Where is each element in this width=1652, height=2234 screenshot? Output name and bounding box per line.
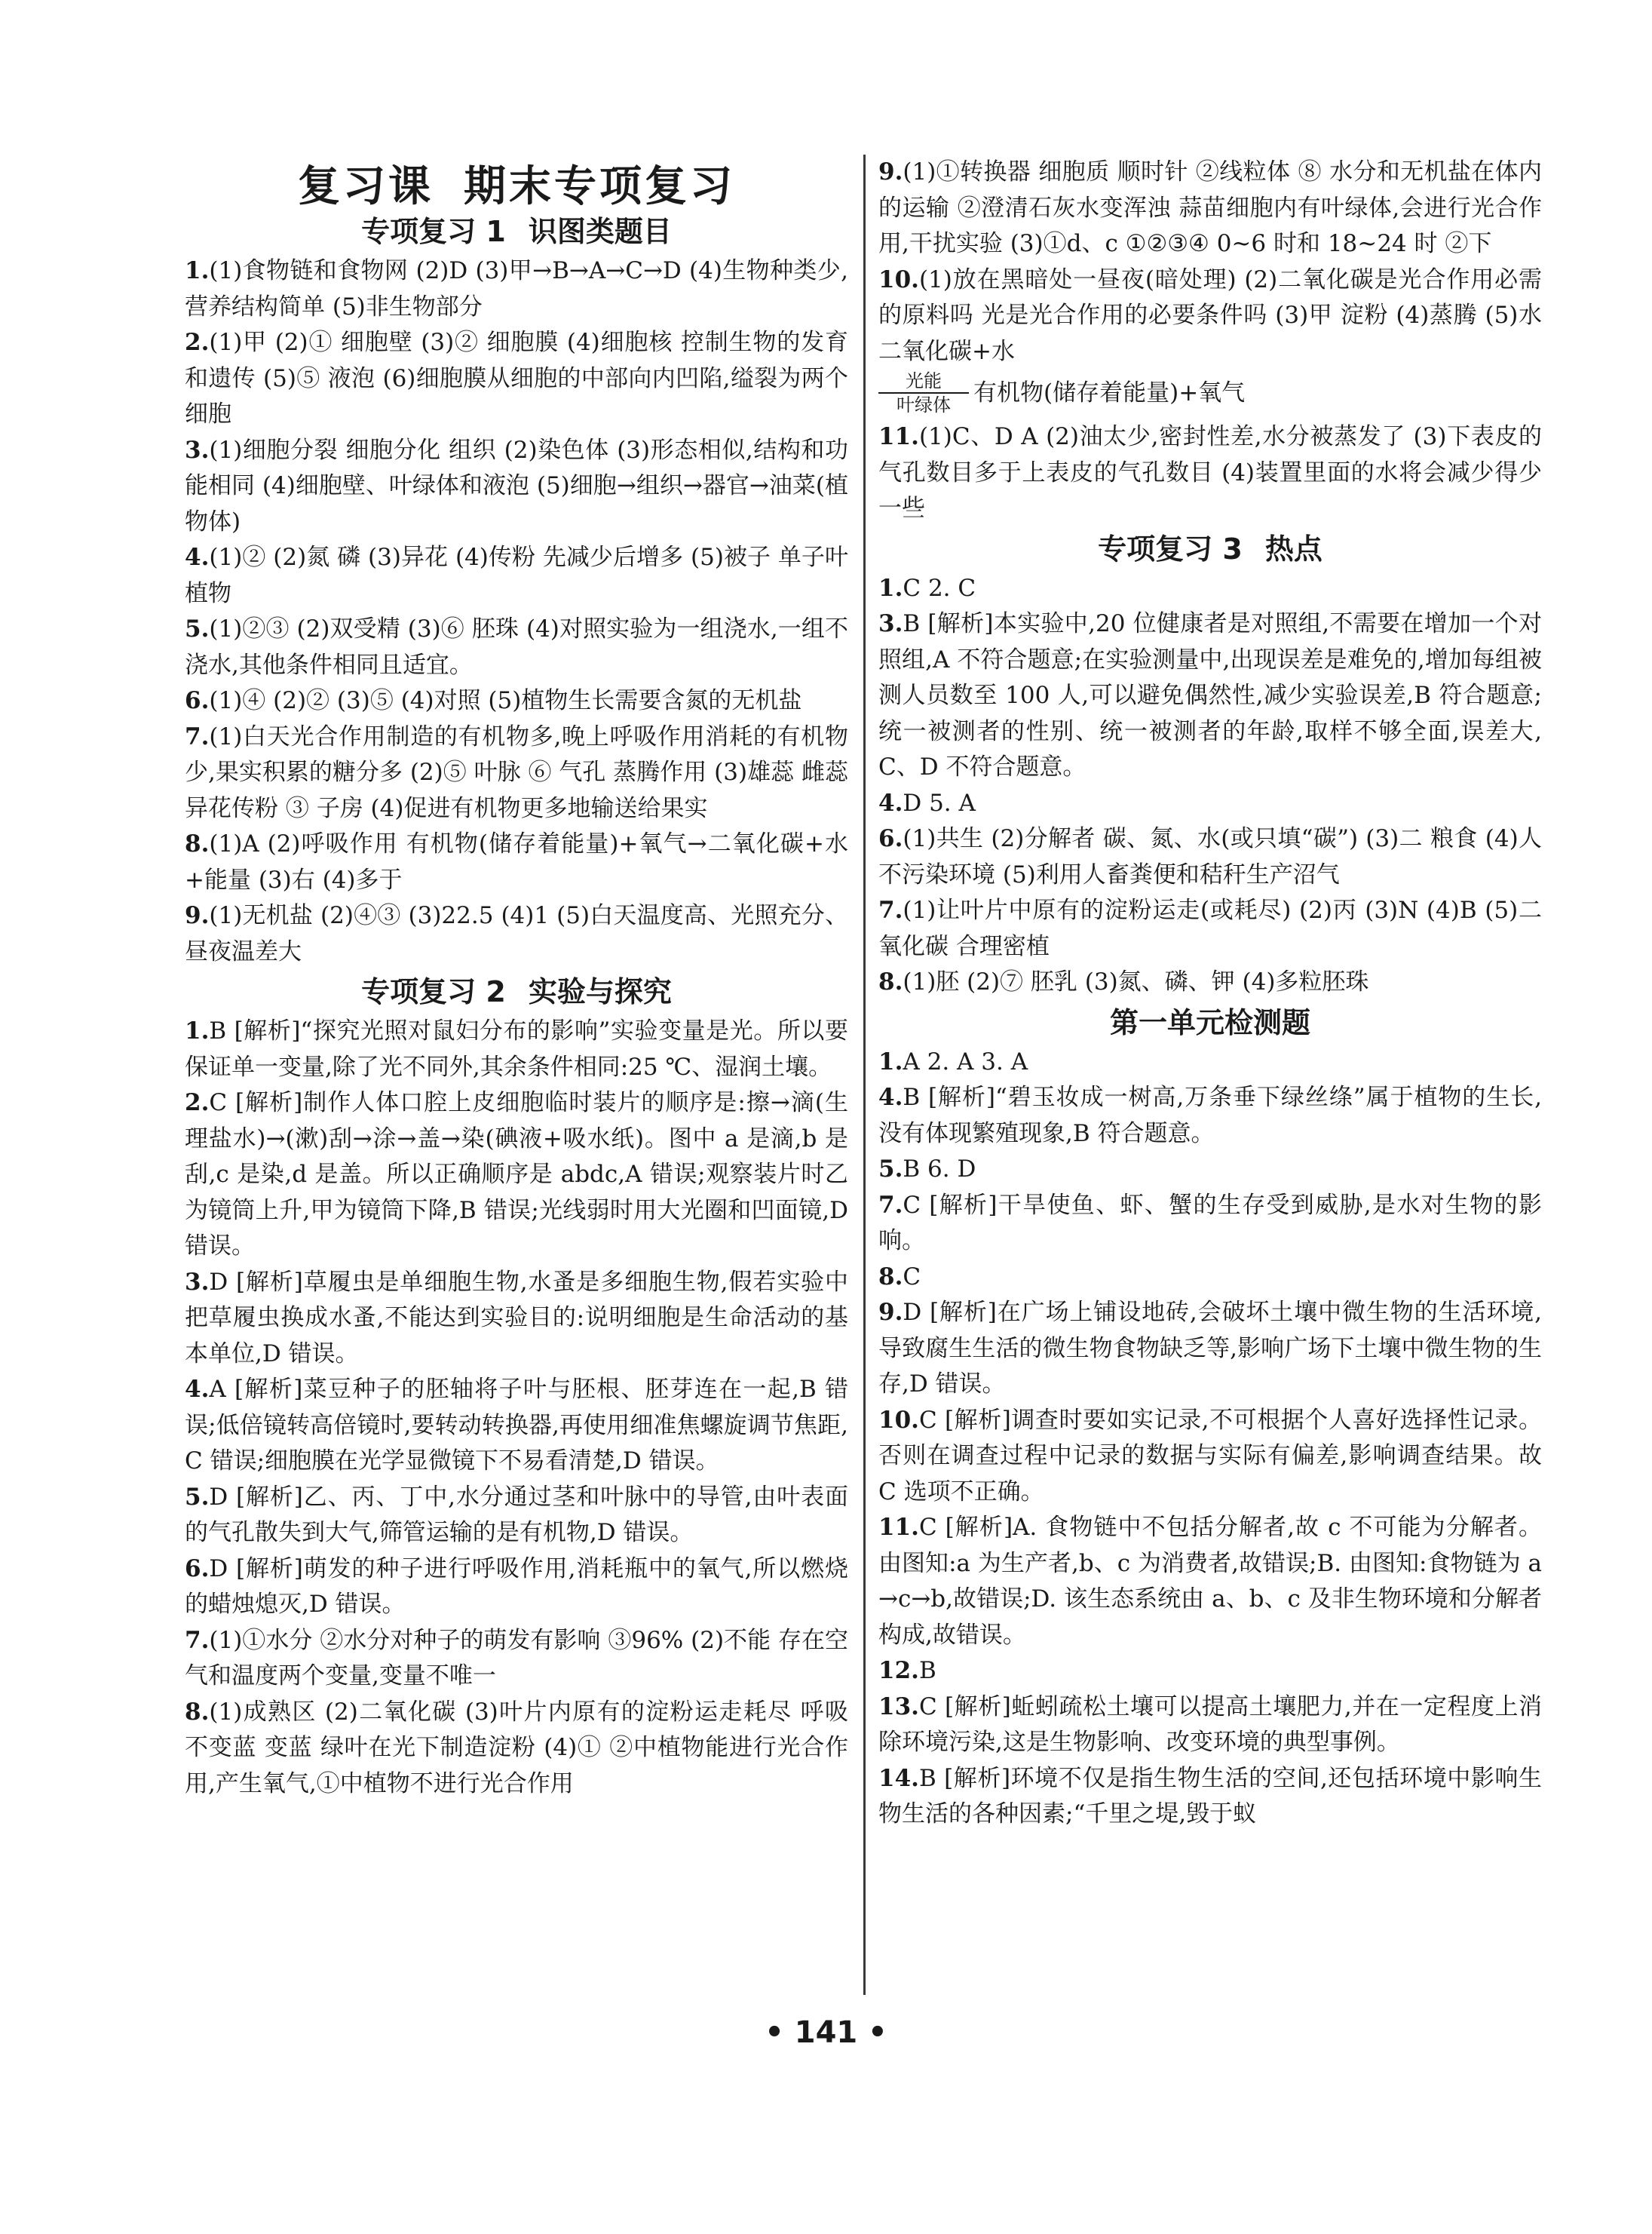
answer-number: 8. — [878, 968, 903, 996]
answer-item — [185, 1014, 848, 1085]
answer-text: C — [903, 1263, 921, 1290]
answer-item — [878, 606, 1542, 786]
answer-text: D [解析]在广场上铺设地砖,会破坏土壤中微生物的生活环境,导致腐生生活的微生物食物缺乏等,影响广场下土壤中微生物的生存,D 错误。 — [878, 1299, 1542, 1398]
answer-text: (1)食物链和食物网 (2)D (3)甲→B→A→C→D (4)生物种类少,营养结构简单 (5)非生物部分 — [185, 257, 848, 321]
answer-number: 5. — [185, 615, 210, 643]
answer-text: C [解析]调查时要如实记录,不可根据个人喜好选择性记录。否则在调查过程中记录的数据与实际有偏差,影响调查结果。故 C 选项不正确。 — [878, 1406, 1542, 1505]
answer-text: B — [918, 1657, 936, 1684]
answer-list-1-continued — [878, 155, 1542, 527]
answer-list-3 — [878, 571, 1542, 1001]
answer-text: A 2. A 3. A — [903, 1048, 1028, 1076]
answer-number: 7. — [185, 1626, 210, 1654]
answer-text: C [解析]干旱使鱼、虾、蟹的生存受到威胁,是水对生物的影响。 — [878, 1191, 1542, 1254]
answer-item — [878, 155, 1542, 262]
answer-item — [185, 433, 848, 541]
answer-text: C [解析]制作人体口腔上皮细胞临时装片的顺序是:擦→滴(生理盐水)→(漱)刮→涂→盖→染(碘液+吸水纸)。图中 a 是滴,b 是刮,c 是染,d 是盖。所以正确顺序是 abdc,A 错误;观察装片时乙为镜筒上升,甲为镜筒下降,B 错误;光线弱时用大光圈和凹面镜,D 错误。 — [185, 1089, 848, 1260]
section-heading-1: 专项复习 1 识图类题目 — [361, 215, 672, 248]
answer-item — [878, 1761, 1542, 1833]
answer-number: 1. — [185, 1017, 210, 1045]
answer-text: (1)甲 (2)① 细胞壁 (3)② 细胞膜 (4)细胞核 控制生物的发育和遗传 (5)⑤ 液泡 (6)细胞膜从细胞的中部向内凹陷,缢裂为两个细胞 — [185, 329, 848, 428]
answer-item — [878, 262, 1542, 370]
answer-number: 14. — [878, 1764, 919, 1792]
answer-item — [878, 1295, 1542, 1403]
title-part-b: 期末专项复习 — [464, 162, 735, 211]
section-heading-4: 第一单元检测题 — [1109, 1005, 1310, 1039]
answer-text: (1)放在黑暗处一昼夜(暗处理) (2)二氧化碳是光合作用必需的原料吗 光是光合作用的必要条件吗 (3)甲 淀粉 (4)蒸腾 (5)水 二氧化碳+水 — [878, 265, 1542, 365]
answer-text: (1)④ (2)② (3)⑤ (4)对照 (5)植物生长需要含氮的无机盐 — [209, 687, 802, 714]
answer-number: 1. — [878, 574, 903, 602]
reaction-arrow — [878, 370, 969, 416]
answer-number: 13. — [878, 1692, 919, 1720]
answer-item — [185, 1480, 848, 1551]
answer-number: 12. — [878, 1657, 919, 1684]
answer-number: 2. — [185, 1089, 210, 1116]
answer-number: 1. — [185, 257, 210, 284]
answer-number: 4. — [878, 789, 903, 817]
answer-text: (1)①转换器 细胞质 顺时针 ②线粒体 ⑧ 水分和无机盐在体内的运输 ②澄清石灰水变浑浊 蒜苗细胞内有叶绿体,会进行光合作用,干扰实验 (3)①d、c ①②③④ 0~6 时和 18~24 时 ②下 — [878, 158, 1542, 257]
arrow-line — [878, 392, 969, 394]
answer-list-4 — [878, 1045, 1542, 1833]
answer-item — [878, 1045, 1542, 1081]
answer-text: D 5. A — [903, 789, 976, 817]
left-column — [185, 210, 848, 1802]
section-heading-3: 专项复习 3 热点 — [1098, 532, 1323, 566]
answer-item — [185, 540, 848, 612]
answer-item — [878, 1188, 1542, 1260]
answer-number: 8. — [185, 830, 210, 858]
answer-text: (1)无机盐 (2)④③ (3)22.5 (4)1 (5)白天温度高、光照充分、昼夜温差大 — [185, 902, 848, 965]
answer-text: C [解析]蚯蚓疏松土壤可以提高土壤肥力,并在一定程度上消除环境污染,这是生物影响、改变环境的典型事例。 — [878, 1692, 1542, 1756]
answer-item — [878, 1653, 1542, 1689]
right-column — [878, 155, 1542, 1833]
answer-item — [878, 1689, 1542, 1761]
answer-number: 7. — [185, 723, 210, 750]
answer-item — [185, 1085, 848, 1265]
answer-text: D [解析]乙、丙、丁中,水分通过茎和叶脉中的导管,由叶表面的气孔散失到大气,筛管运输的是有机物,D 错误。 — [185, 1483, 848, 1546]
answer-text: D [解析]萌发的种子进行呼吸作用,消耗瓶中的氧气,所以燃烧的蜡烛熄灭,D 错误。 — [185, 1554, 848, 1618]
title-part-a: 复习课 — [298, 162, 434, 211]
answer-text: (1)让叶片中原有的淀粉运走(或耗尽) (2)丙 (3)N (4)B (5)二氧化碳 合理密植 — [878, 897, 1542, 960]
answer-number: 2. — [185, 329, 210, 356]
answer-item — [878, 571, 1542, 607]
answer-text: (1)共生 (2)分解者 碳、氮、水(或只填“碳”) (3)二 粮食 (4)人 不污染环境 (5)利用人畜粪便和秸秆生产沼气 — [878, 825, 1542, 888]
answer-text: (1)A (2)呼吸作用 有机物(储存着能量)+氧气→二氧化碳+水+能量 (3)右 (4)多于 — [185, 830, 848, 894]
answer-item — [185, 683, 848, 720]
photosynthesis-equation — [878, 370, 1542, 416]
answer-number: 6. — [185, 687, 210, 714]
answer-number: 10. — [878, 265, 919, 293]
answer-item — [185, 1695, 848, 1803]
answer-number: 8. — [878, 1263, 903, 1290]
answer-number: 1. — [878, 1048, 903, 1076]
answer-text: B [解析]“探究光照对鼠妇分布的影响”实验变量是光。所以要保证单一变量,除了光不同外,其余条件相同:25 ℃、湿润土壤。 — [185, 1017, 848, 1081]
answer-item — [185, 325, 848, 433]
answer-item — [185, 253, 848, 325]
answer-number: 3. — [185, 436, 210, 464]
answer-number: 5. — [878, 1155, 903, 1183]
answer-number: 4. — [878, 1084, 903, 1111]
answer-text: (1)细胞分裂 细胞分化 组织 (2)染色体 (3)形态相似,结构和功能相同 (4)细胞壁、叶绿体和液泡 (5)细胞→组织→器官→油菜(植物体) — [185, 436, 848, 535]
equation-product: 有机物(储存着能量)+氧气 — [973, 379, 1246, 407]
answer-list-1 — [185, 253, 848, 970]
answer-text: B [解析]“碧玉妆成一树高,万条垂下绿丝绦”属于植物的生长,没有体现繁殖现象,B 符合题意。 — [878, 1084, 1542, 1147]
answer-item — [185, 720, 848, 827]
answer-item — [878, 965, 1542, 1001]
page-number: • 141 • — [765, 2015, 887, 2050]
answer-item — [878, 1510, 1542, 1653]
answer-text: (1)② (2)氮 磷 (3)异花 (4)传粉 先减少后增多 (5)被子 单子叶植物 — [185, 544, 848, 607]
column-divider — [863, 155, 866, 1995]
answer-text: B [解析]环境不仅是指生物生活的空间,还包括环境中影响生物生活的各种因素;“千里之堤,毁于蚁 — [878, 1764, 1542, 1827]
answer-number: 4. — [185, 1376, 210, 1403]
answer-number: 9. — [185, 902, 210, 929]
answer-text: C 2. C — [903, 574, 976, 602]
answer-text: (1)②③ (2)双受精 (3)⑥ 胚珠 (4)对照实验为一组浇水,一组不浇水,其他条件相同且适宜。 — [185, 615, 848, 679]
answer-number: 6. — [185, 1554, 210, 1582]
answer-item — [185, 1265, 848, 1373]
answer-item — [878, 1403, 1542, 1511]
answer-number: 9. — [878, 158, 903, 186]
answer-text: B [解析]本实验中,20 位健康者是对照组,不需要在增加一个对照组,A 不符合题意;在实验测量中,出现误差是难免的,增加每组被测人员数至 100 人,可以避免偶然性,减少实验误差,B 符合题意;统一被测者的性别、统一被测者的年龄,取样不够全面,误差大,C、D 不符合题意。 — [878, 610, 1542, 781]
answer-text: (1)①水分 ②水分对种子的萌发有影响 ③96% (2)不能 存在空气和温度两个变量,变量不唯一 — [185, 1626, 848, 1689]
answer-item — [185, 898, 848, 970]
answer-number: 7. — [878, 897, 903, 924]
answer-text: D [解析]草履虫是单细胞生物,水蚤是多细胞生物,假若实验中把草履虫换成水蚤,不能达到实验目的:说明细胞是生命活动的基本单位,D 错误。 — [185, 1268, 848, 1367]
answer-item — [878, 1152, 1542, 1188]
answer-text: (1)成熟区 (2)二氧化碳 (3)叶片内原有的淀粉运走耗尽 呼吸 不变蓝 变蓝 绿叶在光下制造淀粉 (4)① ②中植物能进行光合作用,产生氧气,①中植物不进行光合作用 — [185, 1698, 848, 1797]
answer-text: (1)胚 (2)⑦ 胚乳 (3)氮、磷、钾 (4)多粒胚珠 — [903, 968, 1369, 996]
answer-item — [878, 893, 1542, 965]
answer-item — [185, 1372, 848, 1480]
answer-number: 6. — [878, 825, 903, 852]
answer-number: 7. — [878, 1191, 903, 1219]
answer-number: 4. — [185, 544, 210, 571]
answer-item — [878, 1260, 1542, 1296]
answer-text: A [解析]菜豆种子的胚轴将子叶与胚根、胚芽连在一起,B 错误;低倍镜转高倍镜时,要转动转换器,再使用细准焦螺旋调节焦距,C 错误;细胞膜在光学显微镜下不易看清楚,D 错误。 — [185, 1376, 848, 1475]
answer-item — [878, 419, 1542, 527]
answer-number: 10. — [878, 1406, 919, 1434]
answer-number: 3. — [878, 610, 903, 637]
answer-item — [185, 1551, 848, 1623]
answer-text: C [解析]A. 食物链中不包括分解者,故 c 不可能为分解者。由图知:a 为生产者,b、c 为消费者,故错误;B. 由图知:食物链为 a→c→b,故错误;D. 该生态系统由 a、b、c 及非生物环境和分解者构成,故错误。 — [878, 1514, 1542, 1649]
arrow-label-bottom: 叶绿体 — [896, 394, 951, 416]
answer-text: (1)C、D A (2)油太少,密封性差,水分被蒸发了 (3)下表皮的气孔数目多于上表皮的气孔数目 (4)装置里面的水将会减少得少一些 — [878, 423, 1542, 522]
arrow-label-top: 光能 — [906, 370, 942, 391]
page-title — [185, 157, 848, 217]
answer-list-2 — [185, 1014, 848, 1802]
answer-number: 11. — [878, 423, 919, 450]
answer-number: 11. — [878, 1514, 919, 1541]
answer-item — [185, 827, 848, 898]
answer-item — [878, 786, 1542, 822]
answer-text: (1)白天光合作用制造的有机物多,晚上呼吸作用消耗的有机物少,果实积累的糖分多 (2)⑤ 叶脉 ⑥ 气孔 蒸腾作用 (3)雄蕊 雌蕊 异花传粉 ③ 子房 (4)促进有机物更多地输送给果实 — [185, 723, 848, 822]
answer-number: 9. — [878, 1299, 903, 1326]
answer-number: 8. — [185, 1698, 210, 1726]
answer-item — [878, 821, 1542, 893]
answer-item — [878, 1080, 1542, 1152]
answer-item — [185, 1623, 848, 1695]
answer-number: 3. — [185, 1268, 210, 1296]
answer-text: B 6. D — [903, 1155, 976, 1183]
answer-item — [185, 612, 848, 683]
answer-number: 5. — [185, 1483, 210, 1511]
section-heading-2: 专项复习 2 实验与探究 — [361, 975, 672, 1008]
